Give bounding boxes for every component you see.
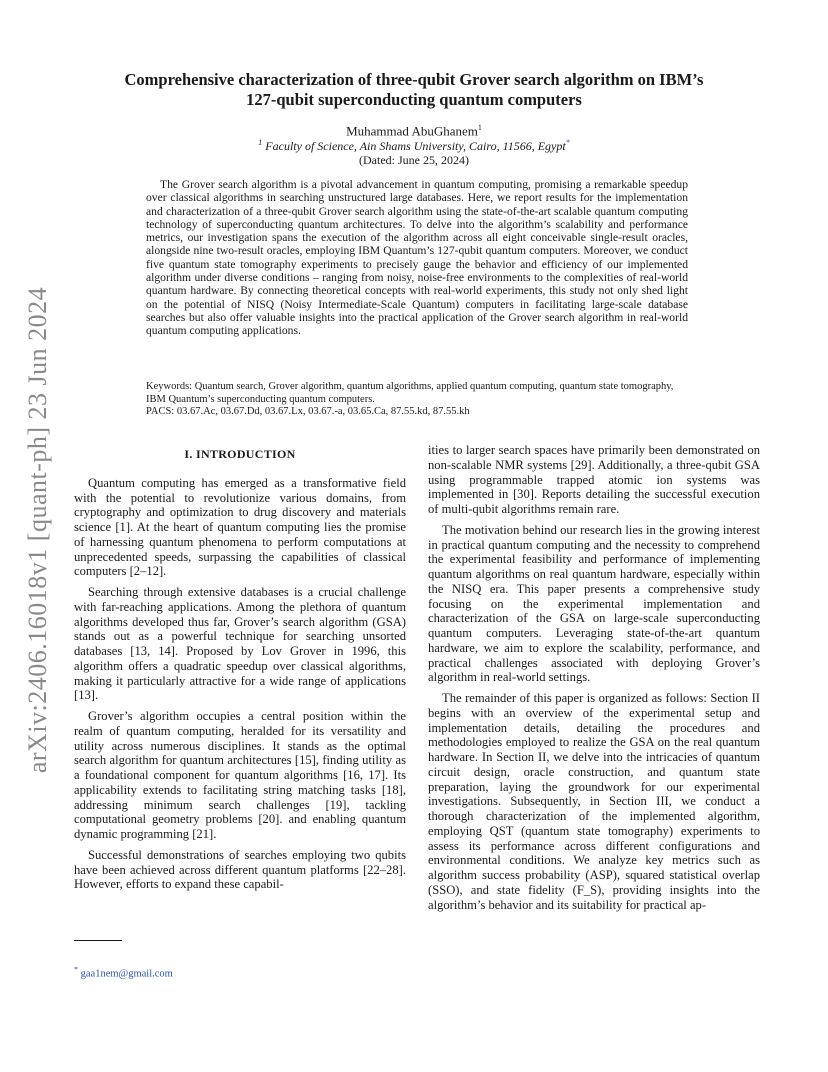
right-paragraph-2: The motivation behind our research lies in the growing interest in practical quantum computing and the necessity to comprehend the experimental feasibility and performance of implementing quantum algorithms on real quantum hardware, especially within the NISQ era. This paper presents a comprehensive study focusing on the experimental implementation and characterization of the GSA on large-scale superconducting quantum computers. Leveraging state-of-the-art quantum hardware, we aim to explore the scalability, performance, and practical challenges associated with deploying Grover’s algorithm in real-world settings. bbox=[428, 522, 760, 685]
author-email-link[interactable]: gaa1nem@gmail.com bbox=[80, 968, 173, 980]
intro-paragraph-2: Searching through extensive databases is a crucial challenge with far-reaching applications. Among the plethora of quantum algorithms developed thus far, Grover’s search algorithm (GSA) stands out as a powerful technique for searching unsorted databases [13, 14]. Proposed by Lov Grover in 1996, this algorithm offers a quadratic speedup over classical algorithms, making it particularly attractive for a wide range of applications [13]. bbox=[74, 585, 406, 703]
affiliation-text: Faculty of Science, Ain Shams University, Cairo, 11566, Egypt bbox=[265, 139, 566, 153]
section-heading-introduction: I. INTRODUCTION bbox=[184, 447, 296, 461]
footnote-divider bbox=[74, 940, 122, 941]
right-paragraph-3: The remainder of this paper is organized as follows: Section II begins with an overview of the experimental setup and implementation details, detailing the procedures and methodologies employed to realize the GSA on the real quantum hardware. In Section II, we delve into the intricacies of quantum circuit design, oracle construction, and quantum state preparation, laying the groundwork for our experimental investigations. Subsequently, in Section III, we conduct a thorough characterization of the implemented algorithm, employing QST (quantum state tomography) experiments to assess its performance across different configurations and environmental conditions. We analyze key metrics such as algorithm success probability (ASP), squared statistical overlap (SSO), and state fidelity (F_S), providing insights into the algorithm’s behavior and its suitability for practical ap- bbox=[428, 691, 760, 912]
pacs-codes: PACS: 03.67.Ac, 03.67.Dd, 03.67.Lx, 03.67.-a, 03.65.Ca, 87.55.kd, 87.55.kh bbox=[146, 406, 470, 417]
arxiv-identifier[interactable]: arXiv:2406.16018v1 [quant-ph] 23 Jun 2024 bbox=[23, 286, 52, 774]
author-name: Muhammad AbuGhanem bbox=[346, 123, 478, 139]
abstract: The Grover search algorithm is a pivotal advancement in quantum computing, promising a remarkable speedup over classical algorithms in searching unstructured large databases. Here, we report results for the implementation and characterization of a three-qubit Grover search algorithm using the state-of-the-art scalable quantum computing technology of superconducting quantum architectures. To delve into the algorithm’s scalability and performance metrics, our investigation spans the execution of the algorithm across all eight conceivable single-result oracles, alongside nine two-result oracles, employing IBM Quantum’s 127-qubit quantum computers. Moreover, we conduct five quantum state tomography experiments to precisely gauge the behavior and efficiency of our implemented algorithm under diverse conditions – ranging from noisy, noise-free environments to the complexities of real-world quantum hardware. By connecting theoretical concepts with real-world experiments, this study not only shed light on the potential of NISQ (Noisy Intermediate-Scale Quantum) computers in facilitating large-scale database searches but also offer valuable insights into the practical application of the Grover search algorithm in real-world quantum computing applications. bbox=[146, 178, 688, 338]
right-paragraph-1: ities to larger search spaces have primarily been demonstrated on non-scalable NMR systems [29]. Additionally, a three-qubit GSA using programmable trapped atomic ion systems was implemented in [30]. Reports detailing the successful execution of multi-qubit algorithms remain rare. bbox=[428, 443, 760, 516]
affiliation-line bbox=[0, 138, 828, 154]
intro-paragraph-3: Grover’s algorithm occupies a central position within the realm of quantum computing, heralded for its versatility and utility across numerous disciplines. It stands as the optimal search algorithm for quantum architectures [15], finding utility as a foundational component for quantum algorithms [16, 17]. Its applicability extends to facilitating string matching tasks [18], addressing minimum search challenges [19], tackling computational geometry problems [20]. and enabling quantum dynamic programming [21]. bbox=[74, 709, 406, 841]
footnote bbox=[74, 965, 173, 980]
intro-paragraph-1: Quantum computing has emerged as a transformative field with the potential to revolutionize various domains, from cryptography and optimization to drug discovery and materials science [1]. At the heart of quantum computing lies the promise of harnessing quantum phenomena to perform computations at unprecedented speeds, surpassing the capabilities of classical computers [2–12]. bbox=[74, 475, 406, 579]
right-column bbox=[428, 443, 760, 918]
affil-star-link[interactable]: * bbox=[565, 138, 570, 147]
paper-title bbox=[80, 70, 748, 110]
arxiv-side-label bbox=[18, 280, 58, 780]
author-affil-mark: 1 bbox=[477, 123, 482, 132]
dated-line: (Dated: June 25, 2024) bbox=[359, 153, 469, 167]
left-column bbox=[74, 447, 406, 898]
title-line-1: Comprehensive characterization of three-qubit Grover search algorithm on IBM’s bbox=[124, 70, 704, 89]
footnote-mark: * bbox=[74, 965, 78, 974]
keywords: Keywords: Quantum search, Grover algorithm, quantum algorithms, applied quantum computing, quantum state tomography, IBM Quantum’s superconducting quantum computers. bbox=[146, 381, 674, 405]
affil-mark: 1 bbox=[258, 138, 263, 147]
intro-paragraph-4: Successful demonstrations of searches employing two qubits have been achieved across different quantum platforms [22–28]. However, efforts to expand these capabil- bbox=[74, 847, 406, 892]
title-line-2: 127-qubit superconducting quantum computers bbox=[246, 90, 582, 109]
author-line bbox=[0, 123, 828, 139]
